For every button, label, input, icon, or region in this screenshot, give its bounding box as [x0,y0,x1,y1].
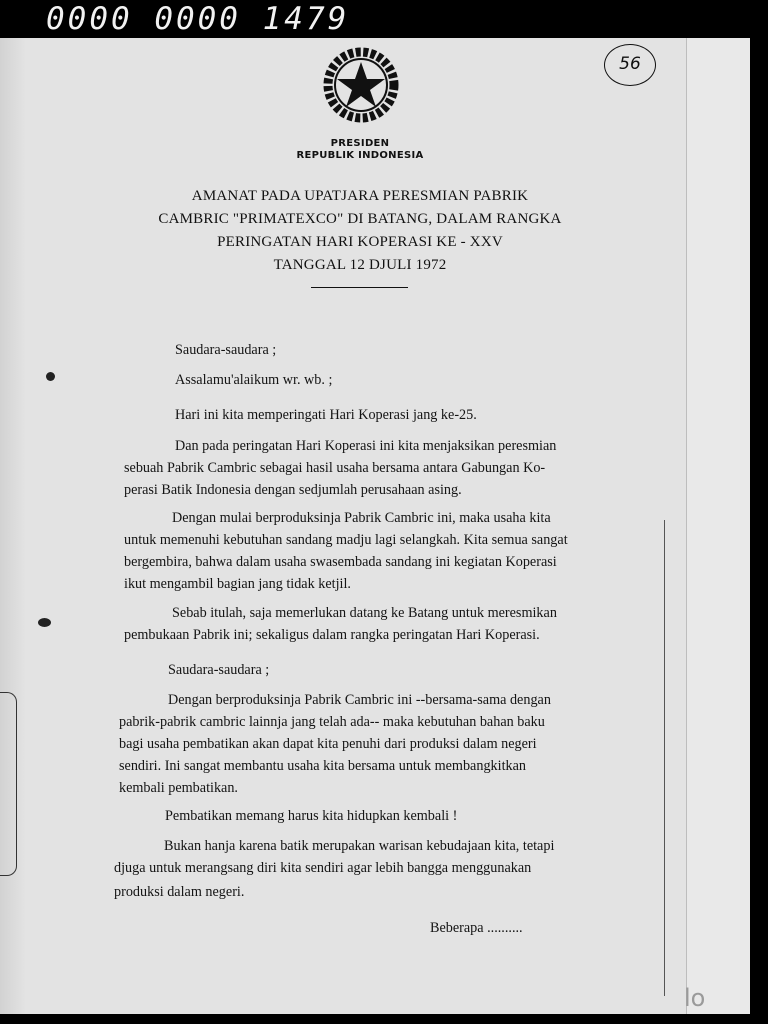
body-line: Dengan berproduksinja Pabrik Cambric ini --bersama-sama dengan [168,692,551,708]
salutation: Saudara-saudara ; [175,342,277,358]
body-line: bergembira, bahwa dalam usaha swasembada sandang ini kegiatan Koperasi [124,554,557,570]
header-line-2: REPUBLIK INDONESIA [296,150,424,161]
body-line: sendiri. Ini sangat membantu usaha kita bersama untuk membangkitkan [119,758,526,774]
hole-punch-mark [38,618,51,627]
page-number-mark: 56 [604,44,656,86]
page-fold-line [664,520,665,996]
film-strip-header [0,0,768,40]
film-right-border [750,38,768,1024]
film-bottom-border [0,1014,768,1024]
body-line: Pembatikan memang harus kita hidupkan kembali ! [165,808,458,824]
continuation-word: Beberapa .......... [430,920,523,936]
title-underline [311,287,408,288]
body-line: Sebab itulah, saja memerlukan datang ke Batang untuk meresmikan [172,605,557,621]
body-line: pembukaan Pabrik ini; sekaligus dalam rangka peringatan Hari Koperasi. [124,627,540,643]
hole-punch-mark [46,372,55,381]
body-line: ikut mengambil bagian jang tidak ketjil. [124,576,351,592]
corner-frame-mark: lo [684,984,706,1012]
body-line: bagi usaha pembatikan akan dapat kita penuhi dari produksi dalam negeri [119,736,537,752]
body-line: untuk memenuhi kebutuhan sandang madju lagi selangkah. Kita semua sangat [124,532,568,548]
title-line: TANGGAL 12 DJULI 1972 [273,257,447,273]
title-line: AMANAT PADA UPATJARA PERESMIAN PABRIK [191,188,529,204]
body-line: pabrik-pabrik cambric lainnja jang telah ada-- maka kebutuhan bahan baku [119,714,545,730]
body-line: Bukan hanja karena batik merupakan warisan kebudajaan kita, tetapi [164,838,555,854]
garuda-star-wreath-emblem-icon [318,44,404,126]
body-line: Hari ini kita memperingati Hari Koperasi jang ke-25. [175,407,477,423]
body-line: sebuah Pabrik Cambric sebagai hasil usaha bersama antara Gabungan Ko- [124,460,546,476]
body-line: djuga untuk merangsang diri kita sendiri agar lebih bangga menggunakan [114,860,532,876]
page-right-edge [686,38,751,1014]
body-line: kembali pembatikan. [119,780,238,796]
title-line: PERINGATAN HARI KOPERASI KE - XXV [217,234,503,250]
salutation: Saudara-saudara ; [168,662,270,678]
body-line: produksi dalam negeri. [114,884,245,900]
binder-tab [0,692,17,876]
body-line: perasi Batik Indonesia dengan sedjumlah perusahaan asing. [124,482,462,498]
title-line: CAMBRIC "PRIMATEXCO" DI BATANG, DALAM RANGKA [158,211,562,227]
film-frame-number: 0000 0000 1479 [46,1,350,37]
body-line: Dengan mulai berproduksinja Pabrik Cambric ini, maka usaha kita [172,510,551,526]
body-line: Dan pada peringatan Hari Koperasi ini kita menjaksikan peresmian [175,438,557,454]
greeting: Assalamu'alaikum wr. wb. ; [175,372,333,388]
header-line-1: PRESIDEN [330,138,390,149]
